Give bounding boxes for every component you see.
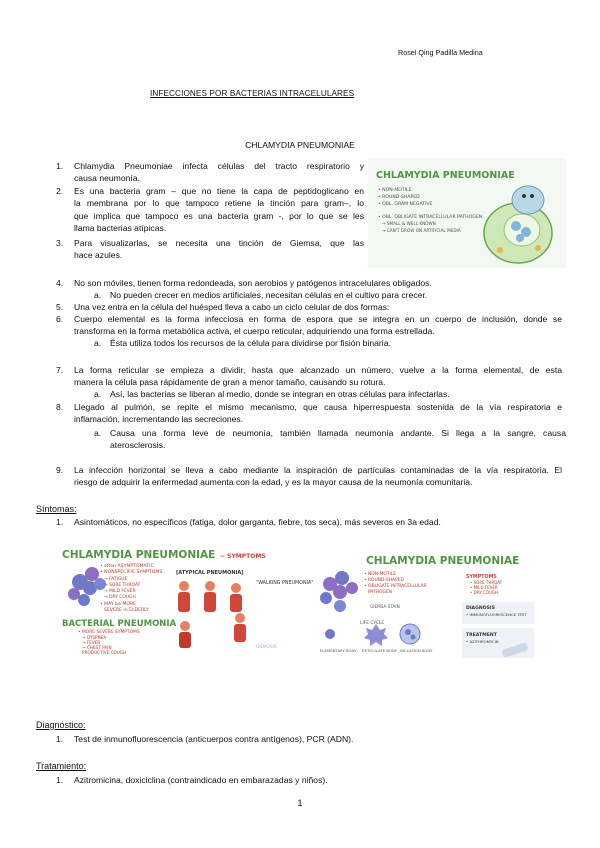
- fig1-note: • NON-MOTILE: [378, 188, 412, 193]
- fig1-note: • OBL. GRAM NEGATIVE: [378, 202, 433, 207]
- fig2-bacterial-note: PRODUCTIVE COUGH: [82, 650, 127, 655]
- fig2-note: → MILD FEVER: [104, 589, 136, 594]
- fig1-title: CHLAMYDIA PNEUMONIAE: [376, 170, 515, 181]
- fig3-symptoms-title: SYMPTOMS: [466, 575, 497, 580]
- fig2-note: • MAY be MORE: [100, 602, 137, 607]
- sub-title: CHLAMYDIA PNEUMONIAE: [245, 140, 355, 150]
- fig2-bacterial-note: → CHEST PAIN: [82, 645, 112, 650]
- fig2-note: • NONSPECIFIC SYMPTOMS: [100, 570, 163, 575]
- fig3-symptom: • DRY COUGH: [470, 590, 498, 595]
- fig3-giemsa: GIEMSA STAIN: [370, 604, 400, 609]
- main-title: INFECCIONES POR BACTERIAS INTRACELULARES: [150, 89, 355, 98]
- fig2-note: → SORE THROAT: [104, 583, 141, 588]
- fig3-label: INCLUSION BODY: [400, 648, 433, 653]
- fig2-bacterial-note: → DYSPNEA: [82, 635, 107, 640]
- author-name: Rosel Qing Padilla Medina: [398, 48, 483, 57]
- symptoms-figure: [60, 544, 314, 655]
- life-cycle-figure: [316, 548, 536, 662]
- fig3-symptom: • MILD FEVER: [470, 585, 498, 590]
- fig3-note: • ROUND-SHAPED: [364, 578, 404, 583]
- fig2-title: CHLAMYDIA PNEUMONIAE: [62, 549, 216, 561]
- fig2-note: → FATIGUE: [104, 577, 128, 582]
- chlamydia-overview-figure: [368, 158, 566, 268]
- diagnosis-heading: Diagnóstico:: [36, 720, 86, 730]
- fig2-atypical: [ATYPICAL PNEUMONIA]: [176, 570, 244, 576]
- fig2-bacterial-title: BACTERIAL PNEUMONIA: [62, 619, 177, 629]
- fig2-bacterial-note: • MORE SEVERE SYMPTOMS: [78, 630, 140, 635]
- fig3-note: • OBLIGATE INTRACELLULAR: [364, 584, 427, 589]
- fig1-note: • OBL. OBLIGATE INTRACELLULAR PATHOGEN: [378, 215, 483, 220]
- fig3-diagnosis-title: DIAGNOSIS: [466, 606, 495, 611]
- fig2-note: → DRY COUGH: [104, 595, 136, 600]
- fig3-label: RETICULATE BODY: [362, 648, 397, 653]
- symptoms-heading: Síntomas:: [36, 504, 77, 514]
- fig3-note: PATHOGEN: [368, 590, 392, 595]
- fig3-treatment-title: TREATMENT: [466, 633, 497, 638]
- fig3-symptom: • SORE THROAT: [470, 580, 503, 585]
- fig3-title: CHLAMYDIA PNEUMONIAE: [366, 555, 520, 567]
- fig3-note: • NON-MOTILE: [364, 572, 397, 577]
- fig1-note: → CAN'T GROW ON ARTIFICIAL MEDIA: [382, 228, 461, 233]
- fig2-walking: "WALKING PNEUMONIA": [256, 581, 314, 586]
- fig3-diagnosis: • IMMUNOFLUORESCENCE TEST: [466, 612, 527, 617]
- fig2-title-suffix: ~ SYMPTOMS: [220, 553, 266, 560]
- fig1-note: → SMALL & WELL KNOWN: [382, 221, 436, 226]
- treatment-heading: Tratamiento:: [36, 761, 87, 771]
- fig3-life-cycle: LIFE CYCLE: [360, 621, 385, 626]
- fig2-bacterial-note: → FEVER: [82, 640, 101, 645]
- fig2-note: • often ASYMPTOMATIC: [100, 564, 154, 569]
- fig2-note: SEVERE in ELDERLY: [104, 608, 149, 613]
- fig1-note: • ROUND-SHAPED: [378, 195, 420, 200]
- page-number: 1: [297, 798, 303, 808]
- fig2-watermark: OSMOSIS: [256, 645, 277, 650]
- fig3-label: ELEMENTARY BODY: [320, 648, 357, 653]
- fig3-treatment: • AZITHROMYCIN: [466, 639, 499, 644]
